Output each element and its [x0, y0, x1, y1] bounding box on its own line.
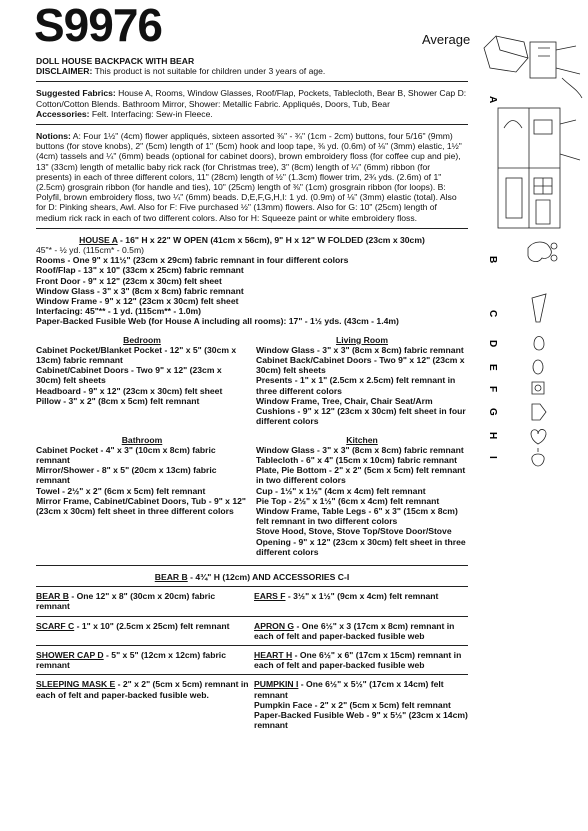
- living-room-line: Window Glass - 3" x 3" (8cm x 8cm) fabric remnant: [256, 344, 464, 355]
- accessory-row: SHOWER CAP D - 5" x 5" (12cm x 12cm) fabric remnant HEART H - One 6½" x 6" (17cm x 15cm) remnant in each of felt and paper-backed fusible web: [36, 645, 468, 670]
- bathroom-title: Bathroom: [121, 434, 163, 445]
- bathroom-line: Mirror/Shower - 8" x 5" (20cm x 13cm) fabric remnant: [36, 465, 217, 486]
- view-label: D: [487, 340, 498, 348]
- house-line: Front Door - 9" x 12" (23cm x 30cm) felt sheet: [36, 275, 222, 286]
- bedroom-line: Cabinet Pocket/Blanket Pocket - 12" x 5" (30cm x 13cm) fabric remnant: [36, 344, 237, 366]
- notions-label: Notions:: [36, 131, 71, 142]
- pumpkin-web: Paper-Backed Fusible Web - 9" x 5½" (23cm x 14cm) remnant: [254, 709, 468, 731]
- bedroom-line: Pillow - 3" x 2" (8cm x 5cm) felt remnant: [36, 395, 200, 406]
- skill-level: Average: [422, 32, 471, 47]
- pattern-title: DOLL HOUSE BACKPACK WITH BEAR: [36, 56, 195, 66]
- bathroom-line: Mirror Frame, Cabinet/Cabinet Doors, Tub - 9" x 12" (23cm x 30cm) felt sheet in three different colors: [36, 495, 246, 516]
- kitchen-line: Cup - 1½" x 1½" (4cm x 4cm) felt remnant: [256, 485, 426, 496]
- heart-h-drawing: [531, 429, 546, 444]
- kitchen-line: Pie Top - 2½" x 1½" (6cm x 4cm) felt remnant: [256, 495, 440, 506]
- bear-drawing: [528, 242, 557, 262]
- view-label: C: [487, 310, 498, 318]
- house-line: Paper-Backed Fusible Web (for House A including all rooms): 17" - 1½ yds. (43cm - 1.4m): [36, 316, 399, 327]
- accessory-name: BEAR B: [36, 591, 69, 602]
- bear-heading: BEAR B - 4¾" H (12cm) AND ACCESSORIES C-I: [154, 571, 350, 582]
- garment-drawings: [476, 28, 586, 468]
- living-room-line: Presents - 1" x 1" (2.5cm x 2.5cm) felt remnant in three different colors: [256, 375, 456, 396]
- living-room-block: [256, 335, 468, 427]
- view-label: B: [487, 256, 498, 264]
- disclaimer-text: This product is not suitable for children under 3 years of age.: [94, 66, 326, 77]
- disclaimer-label: DISCLAIMER:: [36, 66, 93, 77]
- accessory-row: BEAR B - One 12" x 8" (30cm x 20cm) fabric remnant EARS F - 3½" x 1½" (9cm x 4cm) felt remnant: [36, 586, 468, 611]
- house-heading: HOUSE A - 16" H x 22" W OPEN (41cm x 56cm), 9" H x 12" W FOLDED (23cm x 30cm): [79, 234, 425, 245]
- view-label: H: [487, 432, 498, 440]
- fabrics-label: Suggested Fabrics:: [36, 88, 116, 99]
- bathroom-line: Towel - 2½" x 2" (6cm x 5cm) felt remnant: [36, 485, 206, 496]
- pattern-number: S9976: [34, 0, 163, 51]
- living-room-line: Window Frame, Tree, Chair, Chair Seat/Arm Cushions - 9" x 12" (23cm x 30cm) felt sheet in four different colors: [256, 395, 466, 427]
- accessories-text: Felt. Interfacing: Sew-in Fleece.: [91, 108, 213, 119]
- bathroom-line: Cabinet Pocket - 4" x 3" (10cm x 8cm) fabric remnant: [36, 444, 216, 465]
- accessories-label: Accessories:: [36, 108, 90, 119]
- kitchen-line: Tablecloth - 6" x 4" (15cm x 10cm) fabric remnant: [256, 454, 457, 465]
- kitchen-title: Kitchen: [346, 434, 378, 445]
- house-line: Interfacing: 45"** - 1 yd. (115cm** - 1.0m): [36, 306, 202, 317]
- view-a-closed-drawing: [484, 36, 582, 98]
- kitchen-line: Window Glass - 3" x 3" (8cm x 8cm) fabric remnant: [256, 444, 464, 455]
- divider: [36, 228, 468, 229]
- living-room-line: Cabinet Back/Cabinet Doors - Two 9" x 12" (23cm x 30cm) felt sheets: [256, 355, 465, 376]
- view-label: E: [487, 364, 498, 371]
- pumpkin-face: Pumpkin Face - 2" x 2" (5cm x 5cm) felt remnant: [254, 699, 451, 710]
- main-content: [36, 56, 468, 730]
- living-room-title: Living Room: [335, 334, 389, 345]
- house-line: Roof/Flap - 13" x 10" (33cm x 25cm) fabric remnant: [36, 265, 244, 276]
- house-line: Rooms - One 9" x 11½" (23cm x 29cm) fabric remnant in four different colors: [36, 255, 349, 266]
- kitchen-block: [256, 435, 468, 557]
- house-line: Window Frame - 9" x 12" (23cm x 30cm) felt sheet: [36, 296, 239, 307]
- kitchen-line: Plate, Pie Bottom - 2" x 2" (5cm x 5cm) felt remnant in two different colors: [256, 465, 466, 486]
- view-label: F: [487, 386, 498, 393]
- accessory-name: PUMPKIN I: [254, 679, 299, 690]
- accessory-name: SHOWER CAP D: [36, 649, 104, 660]
- view-a-open-drawing: [498, 108, 580, 228]
- sleeping-mask-e-drawing: [533, 360, 543, 374]
- house-lines: [36, 245, 468, 327]
- bedroom-block: [36, 335, 248, 427]
- house-line: Window Glass - 3" x 3" (8cm x 8cm) fabric remnant: [36, 285, 244, 296]
- fabrics-text: House A, Rooms, Window Glasses, Roof/Flap, Pockets, Tablecloth, Bear B, Shower Cap D: Cotton/Cotton Blends. Bathroom Mirror, Shower: Metallic Fabric. Appliqués, Doors, Tub, Bear: [36, 88, 467, 109]
- view-label: I: [487, 456, 498, 459]
- accessory-row: SLEEPING MASK E - 2" x 2" (5cm x 5cm) remnant in each of felt and paper-backed fusible web. PUMPKIN I - One 6½" x 5½" (17cm x 14cm) felt remnant Pumpkin Face - 2" x 2" (5cm x 5cm) felt remnant Paper-Backed Fusible Web - 9" x 5½" (23cm x 14cm) remnant: [36, 674, 468, 730]
- bedroom-title: Bedroom: [123, 334, 161, 345]
- accessory-name: APRON G: [254, 620, 295, 631]
- divider: [36, 124, 468, 125]
- scarf-c-drawing: [532, 294, 546, 322]
- kitchen-line: Stove Hood, Stove, Stove Top/Stove Door/Stove Opening - 9" x 12" (23cm x 30cm) felt sheet in three different colors: [256, 526, 466, 557]
- bedroom-line: Headboard - 9" x 12" (23cm x 30cm) felt sheet: [36, 385, 223, 396]
- bathroom-block: [36, 435, 248, 557]
- view-label: A: [487, 96, 498, 104]
- house-line: 45"* - ½ yd. (115cm* - 0.5m): [36, 245, 144, 256]
- shower-cap-d-drawing: [534, 337, 544, 351]
- kitchen-line: Window Frame, Table Legs - 6" x 3" (15cm x 8cm) felt remnant in two different colors: [256, 505, 458, 527]
- pumpkin-i-drawing: [532, 448, 544, 466]
- accessory-name: SLEEPING MASK E: [36, 679, 116, 690]
- divider: [36, 565, 468, 566]
- apron-g-drawing: [532, 404, 546, 420]
- accessory-row: SCARF C - 1" x 10" (2.5cm x 25cm) felt remnant APRON G - One 6½" x 3 (17cm x 8cm) remnant in each of felt and paper-backed fusible web: [36, 616, 468, 641]
- view-label: G: [487, 408, 498, 416]
- accessory-name: HEART H: [254, 649, 293, 660]
- bedroom-line: Cabinet/Cabinet Doors - Two 9" x 12" (23cm x 30cm) felt sheets: [36, 365, 222, 386]
- ears-f-drawing: [532, 382, 544, 394]
- divider: [36, 81, 468, 82]
- notions-text: A: Four 1½" (4cm) flower appliqués, sixteen assorted ⅜" - ¾" (1cm - 2cm) buttons, four 5/16" (9mm) buttons (for stove knobs), 2" (5cm) length of 1" (5cm) hook and loop tape, ⅜ yd. (0.6m) of ⅛" (3mm) elastic, 1½" (4cm) tassels and ¼" (6mm) beads (optional for cabinet doors), brown embroidery floss (for coffee cup and pie), 13" (33cm) length of metallic baby rick rack (for Christmas tree), 3" (8cm) length of ¼" (6mm) ribbon (for presents) in each of three different colors, 11" (28cm) length of ½" (1.3cm) flower trim, 2¾ yds. (2.6m) of 1" (2.5cm) grosgrain ribbon (for handle and ties), 10" (25cm) length of ⅜" (1cm) grosgrain ribbon (for loops). B: Polyfil, brown embroidery floss, two ¼" (6mm) beads. D,E,F,G,H,I: 1 yd. (0.9m) of ⅛" (3mm) elastic (total). Also for D: Pinking shears, Awl. Also for F: Five purchased ½" (13mm) flowers. Also for G: 10" (25cm) length of medium rick rack in each of two different colors. Also for H: Squeeze paint or white embroidery floss.: [36, 131, 462, 223]
- accessory-name: SCARF C: [36, 620, 75, 631]
- accessory-name: EARS F: [254, 591, 286, 602]
